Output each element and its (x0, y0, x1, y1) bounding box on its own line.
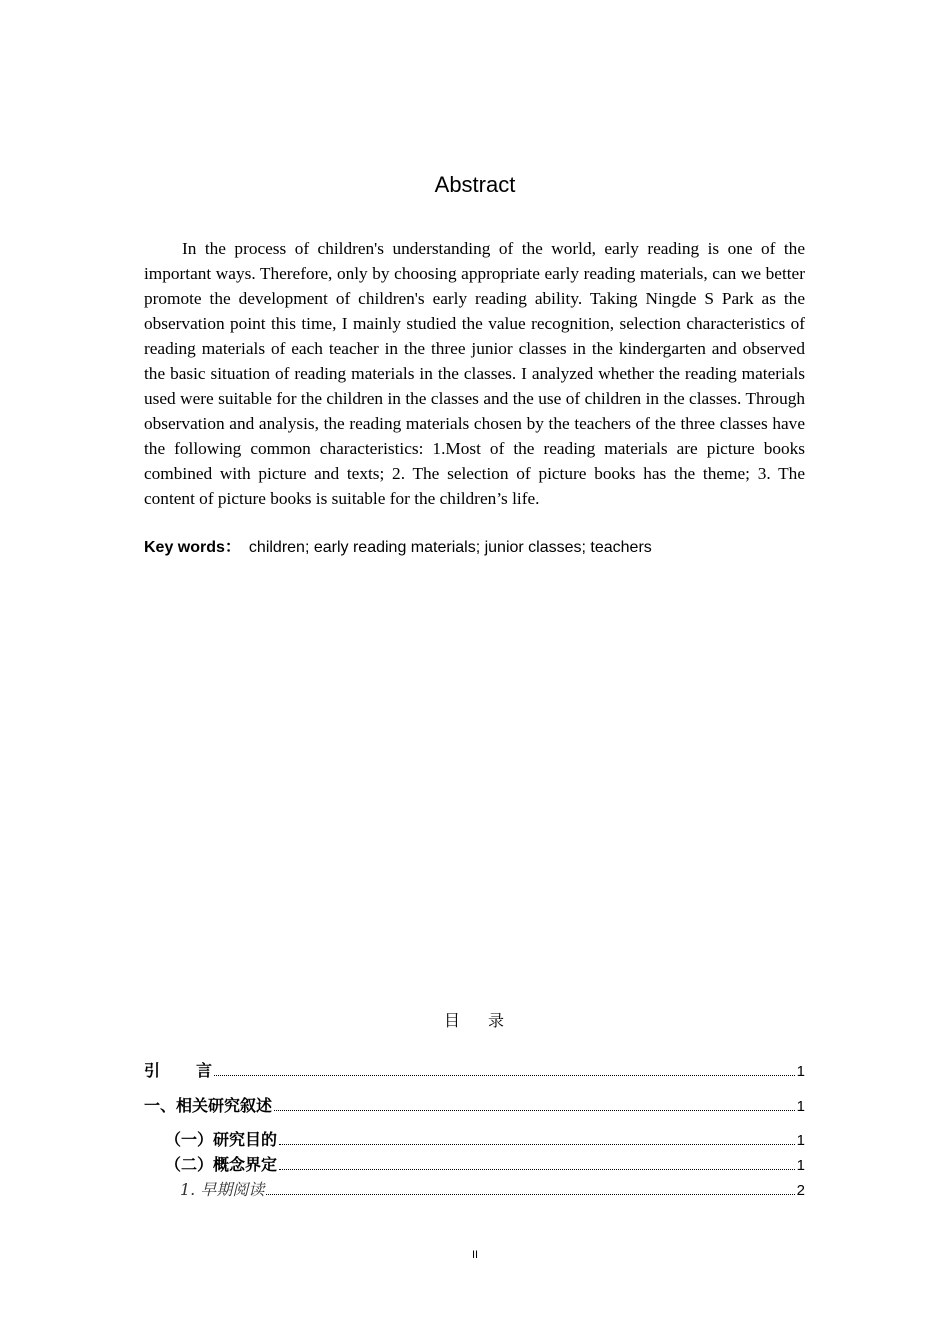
abstract-body: In the process of children's understanding of the world, early reading is one of the important ways. Therefore, only by choosing appropriate early reading materials, can we better promote the development of children's early reading ability. Taking Ningde S Park as the observation point this time, I mainly studied the value recognition, selection characteristics of reading materials of each teacher in the three junior classes in the kindergarten and observed the basic situation of reading materials in the classes. I analyzed whether the reading materials used were suitable for the children in the classes and the use of children in the classes. Through observation and analysis, the reading materials chosen by the teachers of the three classes have the following common characteristics: 1.Most of the reading materials are picture books combined with picture and texts; 2. The selection of picture books has the theme; 3. The content of picture books is suitable for the children’s life. (144, 239, 805, 508)
toc-leader-dots (279, 1143, 795, 1145)
toc-leader-dots (279, 1168, 795, 1170)
keywords-value: children; early reading materials; junior classes; teachers (248, 539, 652, 556)
toc-entry-introduction[interactable] (144, 1058, 805, 1081)
toc-entry-label: 引 言 (144, 1061, 213, 1080)
toc-entry-section-1[interactable] (144, 1093, 805, 1116)
toc-title-part1: 目 (443, 1011, 462, 1030)
toc-entry-page: 1 (796, 1132, 805, 1149)
toc-entry-label: （一）研究目的 (165, 1130, 278, 1149)
toc-leader-dots (274, 1109, 795, 1111)
toc-entry-page: 1 (796, 1098, 805, 1115)
page-number: II (471, 1249, 479, 1261)
toc-entry-page: 2 (796, 1182, 805, 1199)
toc-entry-section-1-2[interactable] (165, 1152, 805, 1175)
toc-entry-label: 1. 早期阅读 (180, 1180, 265, 1199)
toc-leader-dots (266, 1193, 794, 1195)
toc-entry-page: 1 (796, 1063, 805, 1080)
toc-entry-section-1-1[interactable] (165, 1127, 805, 1150)
abstract-title: Abstract (434, 172, 516, 197)
toc-entry-label: （二）概念界定 (165, 1155, 278, 1174)
toc-entry-label: 一、相关研究叙述 (144, 1096, 273, 1115)
toc-leader-dots (214, 1074, 795, 1076)
toc-entry-section-1-2-1[interactable] (180, 1177, 805, 1200)
keywords-label: Key words： (144, 539, 241, 556)
toc-title (0, 1008, 950, 1031)
toc-title-part2: 录 (488, 1011, 507, 1030)
toc-entry-page: 1 (796, 1157, 805, 1174)
keywords-line (144, 536, 805, 560)
